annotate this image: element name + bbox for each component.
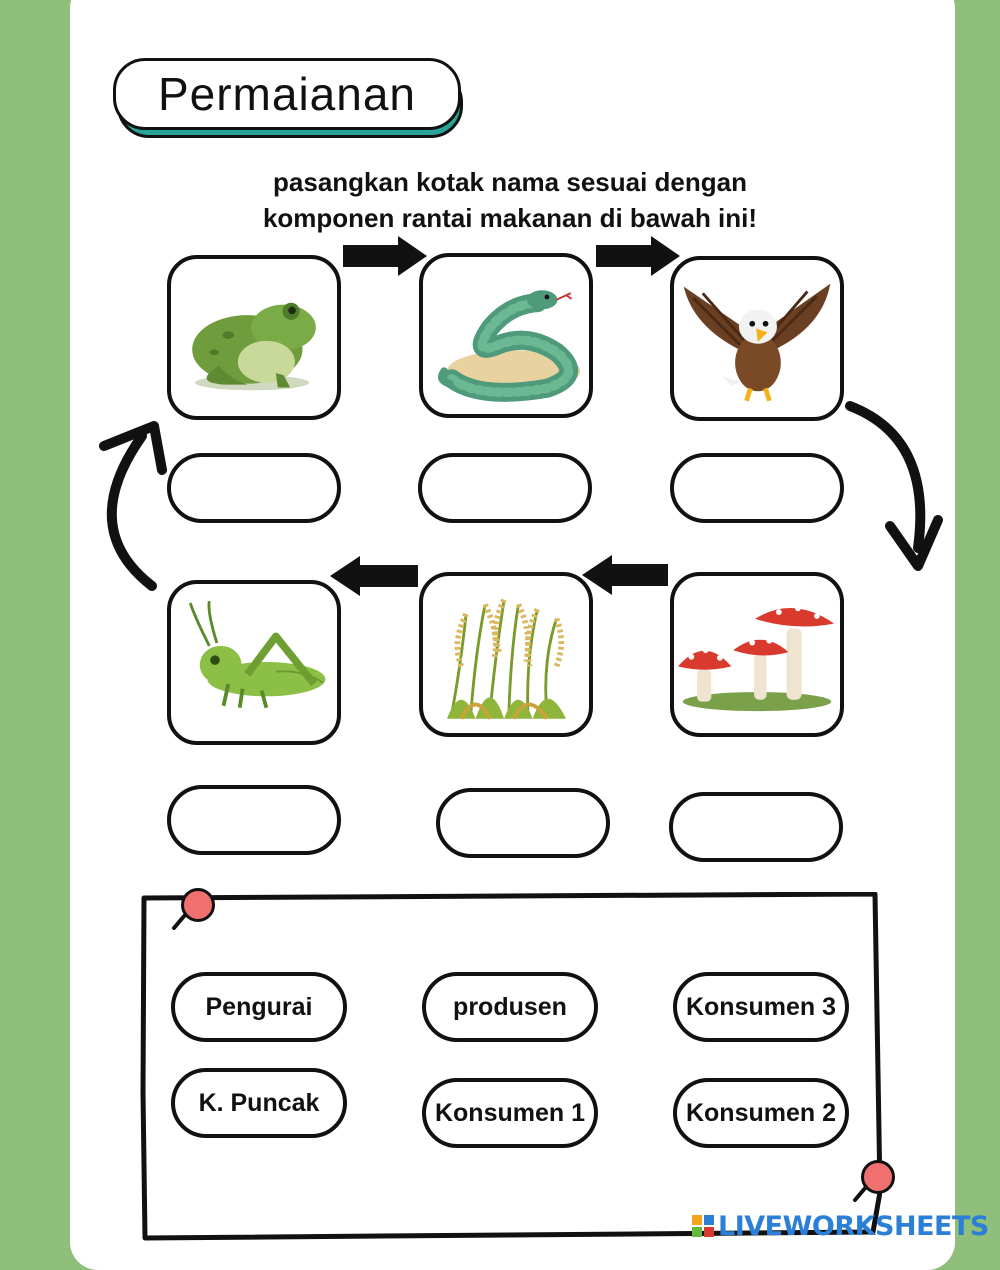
answer-slot-eagle[interactable]: [670, 453, 844, 523]
word-chip-produsen[interactable]: produsen: [422, 972, 598, 1042]
word-chip-pengurai[interactable]: Pengurai: [171, 972, 347, 1042]
instruction-text: [210, 164, 810, 236]
pin-needle-icon: [170, 912, 190, 932]
liveworksheets-logo: [692, 1208, 989, 1244]
rice-plant-image-box: [419, 572, 593, 737]
page-title: Permaianan: [113, 58, 461, 130]
arrow-left-icon: [330, 556, 418, 596]
frog-image-box: [167, 255, 341, 420]
eagle-icon: [674, 260, 840, 417]
answer-slot-snake[interactable]: [418, 453, 592, 523]
snake-image-box: [419, 253, 593, 418]
liveworksheets-icon: [692, 1215, 714, 1237]
answer-slot-grasshopper[interactable]: [167, 785, 341, 855]
snake-icon: [423, 257, 589, 414]
instruction-line-1: pasangkan kotak nama sesuai dengan: [273, 167, 747, 197]
curved-arrow-down-icon: [838, 398, 948, 588]
liveworksheets-wordmark: LIVEWORKSHEETS: [718, 1210, 989, 1242]
grasshopper-icon: [171, 584, 337, 741]
word-chip-konsumen-2[interactable]: Konsumen 2: [673, 1078, 849, 1148]
word-chip-konsumen-1[interactable]: Konsumen 1: [422, 1078, 598, 1148]
arrow-right-icon: [596, 236, 680, 276]
eagle-image-box: [670, 256, 844, 421]
answer-slot-rice-plant[interactable]: [436, 788, 610, 858]
mushrooms-image-box: [670, 572, 844, 737]
arrow-left-icon: [582, 555, 668, 595]
answer-slot-frog[interactable]: [167, 453, 341, 523]
rice-plant-icon: [423, 576, 589, 733]
answer-slot-mushrooms[interactable]: [669, 792, 843, 862]
title-badge: [113, 58, 465, 140]
instruction-line-2: komponen rantai makanan di bawah ini!: [262, 203, 758, 233]
curved-arrow-up-icon: [82, 408, 182, 598]
pin-needle-icon: [851, 1184, 871, 1204]
mushrooms-icon: [674, 576, 840, 733]
frog-icon: [171, 259, 337, 416]
word-chip-konsumen-3[interactable]: Konsumen 3: [673, 972, 849, 1042]
grasshopper-image-box: [167, 580, 341, 745]
word-chip-k-puncak[interactable]: K. Puncak: [171, 1068, 347, 1138]
arrow-right-icon: [343, 236, 427, 276]
